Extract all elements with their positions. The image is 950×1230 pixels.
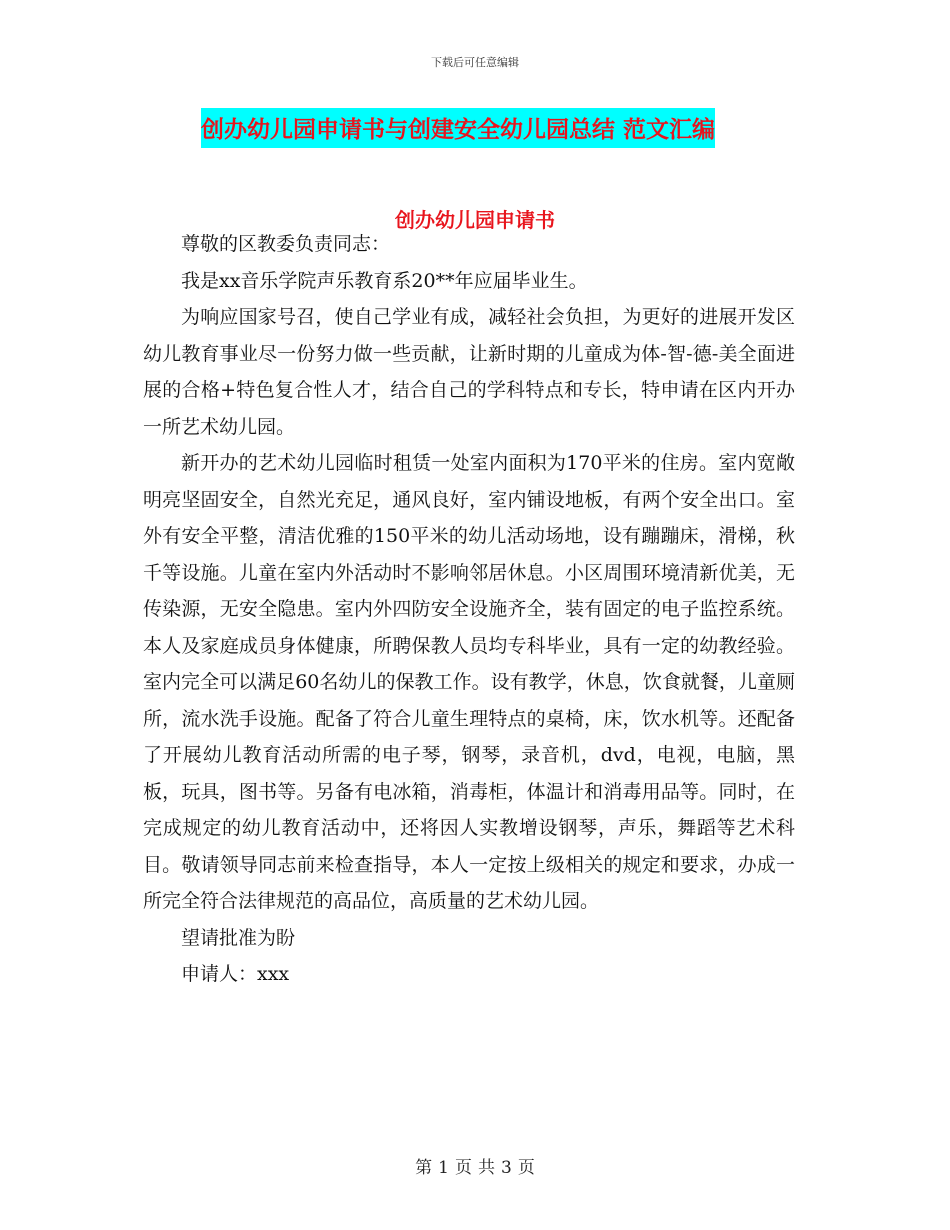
total-pages-number: 3 [501,1158,512,1178]
document-body [143,226,795,993]
purpose-paragraph: 为响应国家号召，使自己学业有成，减轻社会负担，为更好的进展开发区幼儿教育事业尽一份努力做一些贡献，让新时期的儿童成为体-智-德-美全面进展的合格+特色复合性人才，结合自己的学科特点和专长，特申请在区内开办一所艺术幼儿园。 [143,306,795,438]
facilities-paragraph: 新开办的艺术幼儿园临时租赁一处室内面积为170平米的住房。室内宽敞明亮坚固安全，自然光充足，通风良好，室内铺设地板，有两个安全出口。室外有安全平整，清洁优雅的150平米的幼儿活动场地，设有蹦蹦床，滑梯，秋千等设施。儿童在室内外活动时不影响邻居休息。小区周围环境清新优美，无传染源，无安全隐患。室内外四防安全设施齐全，装有固定的电子监控系统。本人及家庭成员身体健康，所聘保教人员均专科毕业，具有一定的幼教经验。室内完全可以满足60名幼儿的保教工作。设有教学，休息，饮食就餐，儿童厕所，流水洗手设施。配备了符合儿童生理特点的桌椅，床，饮水机等。还配备了开展幼儿教育活动所需的电子琴，钢琴，录音机，dvd，电视，电脑，黑板，玩具，图书等。另备有电冰箱，消毒柜，体温计和消毒用品等。同时，在完成规定的幼儿教育活动中，还将因人实教增设钢琴，声乐，舞蹈等艺术科目。敬请领导同志前来检查指导，本人一定按上级相关的规定和要求，办成一所完全符合法律规范的高品位，高质量的艺术幼儿园。 [143,452,795,912]
header-note: 下载后可任意编辑 [431,56,519,69]
applicant-signature: 申请人：xxx [181,963,290,985]
current-page-number: 1 [438,1158,449,1178]
total-prefix: 共 [478,1158,495,1178]
page-suffix: 页 [455,1158,472,1178]
page-footer [0,1153,950,1178]
intro-paragraph: 我是xx音乐学院声乐教育系20**年应届毕业生。 [181,269,588,292]
section-title: 创办幼儿园申请书 [395,208,555,232]
page-prefix: 第 [415,1158,433,1178]
salutation-paragraph: 尊敬的区教委负责同志： [181,233,391,255]
closing-paragraph: 望请批准为盼 [181,926,296,949]
total-suffix: 页 [517,1158,535,1178]
document-title: 创办幼儿园申请书与创建安全幼儿园总结 范文汇编 [201,108,715,148]
